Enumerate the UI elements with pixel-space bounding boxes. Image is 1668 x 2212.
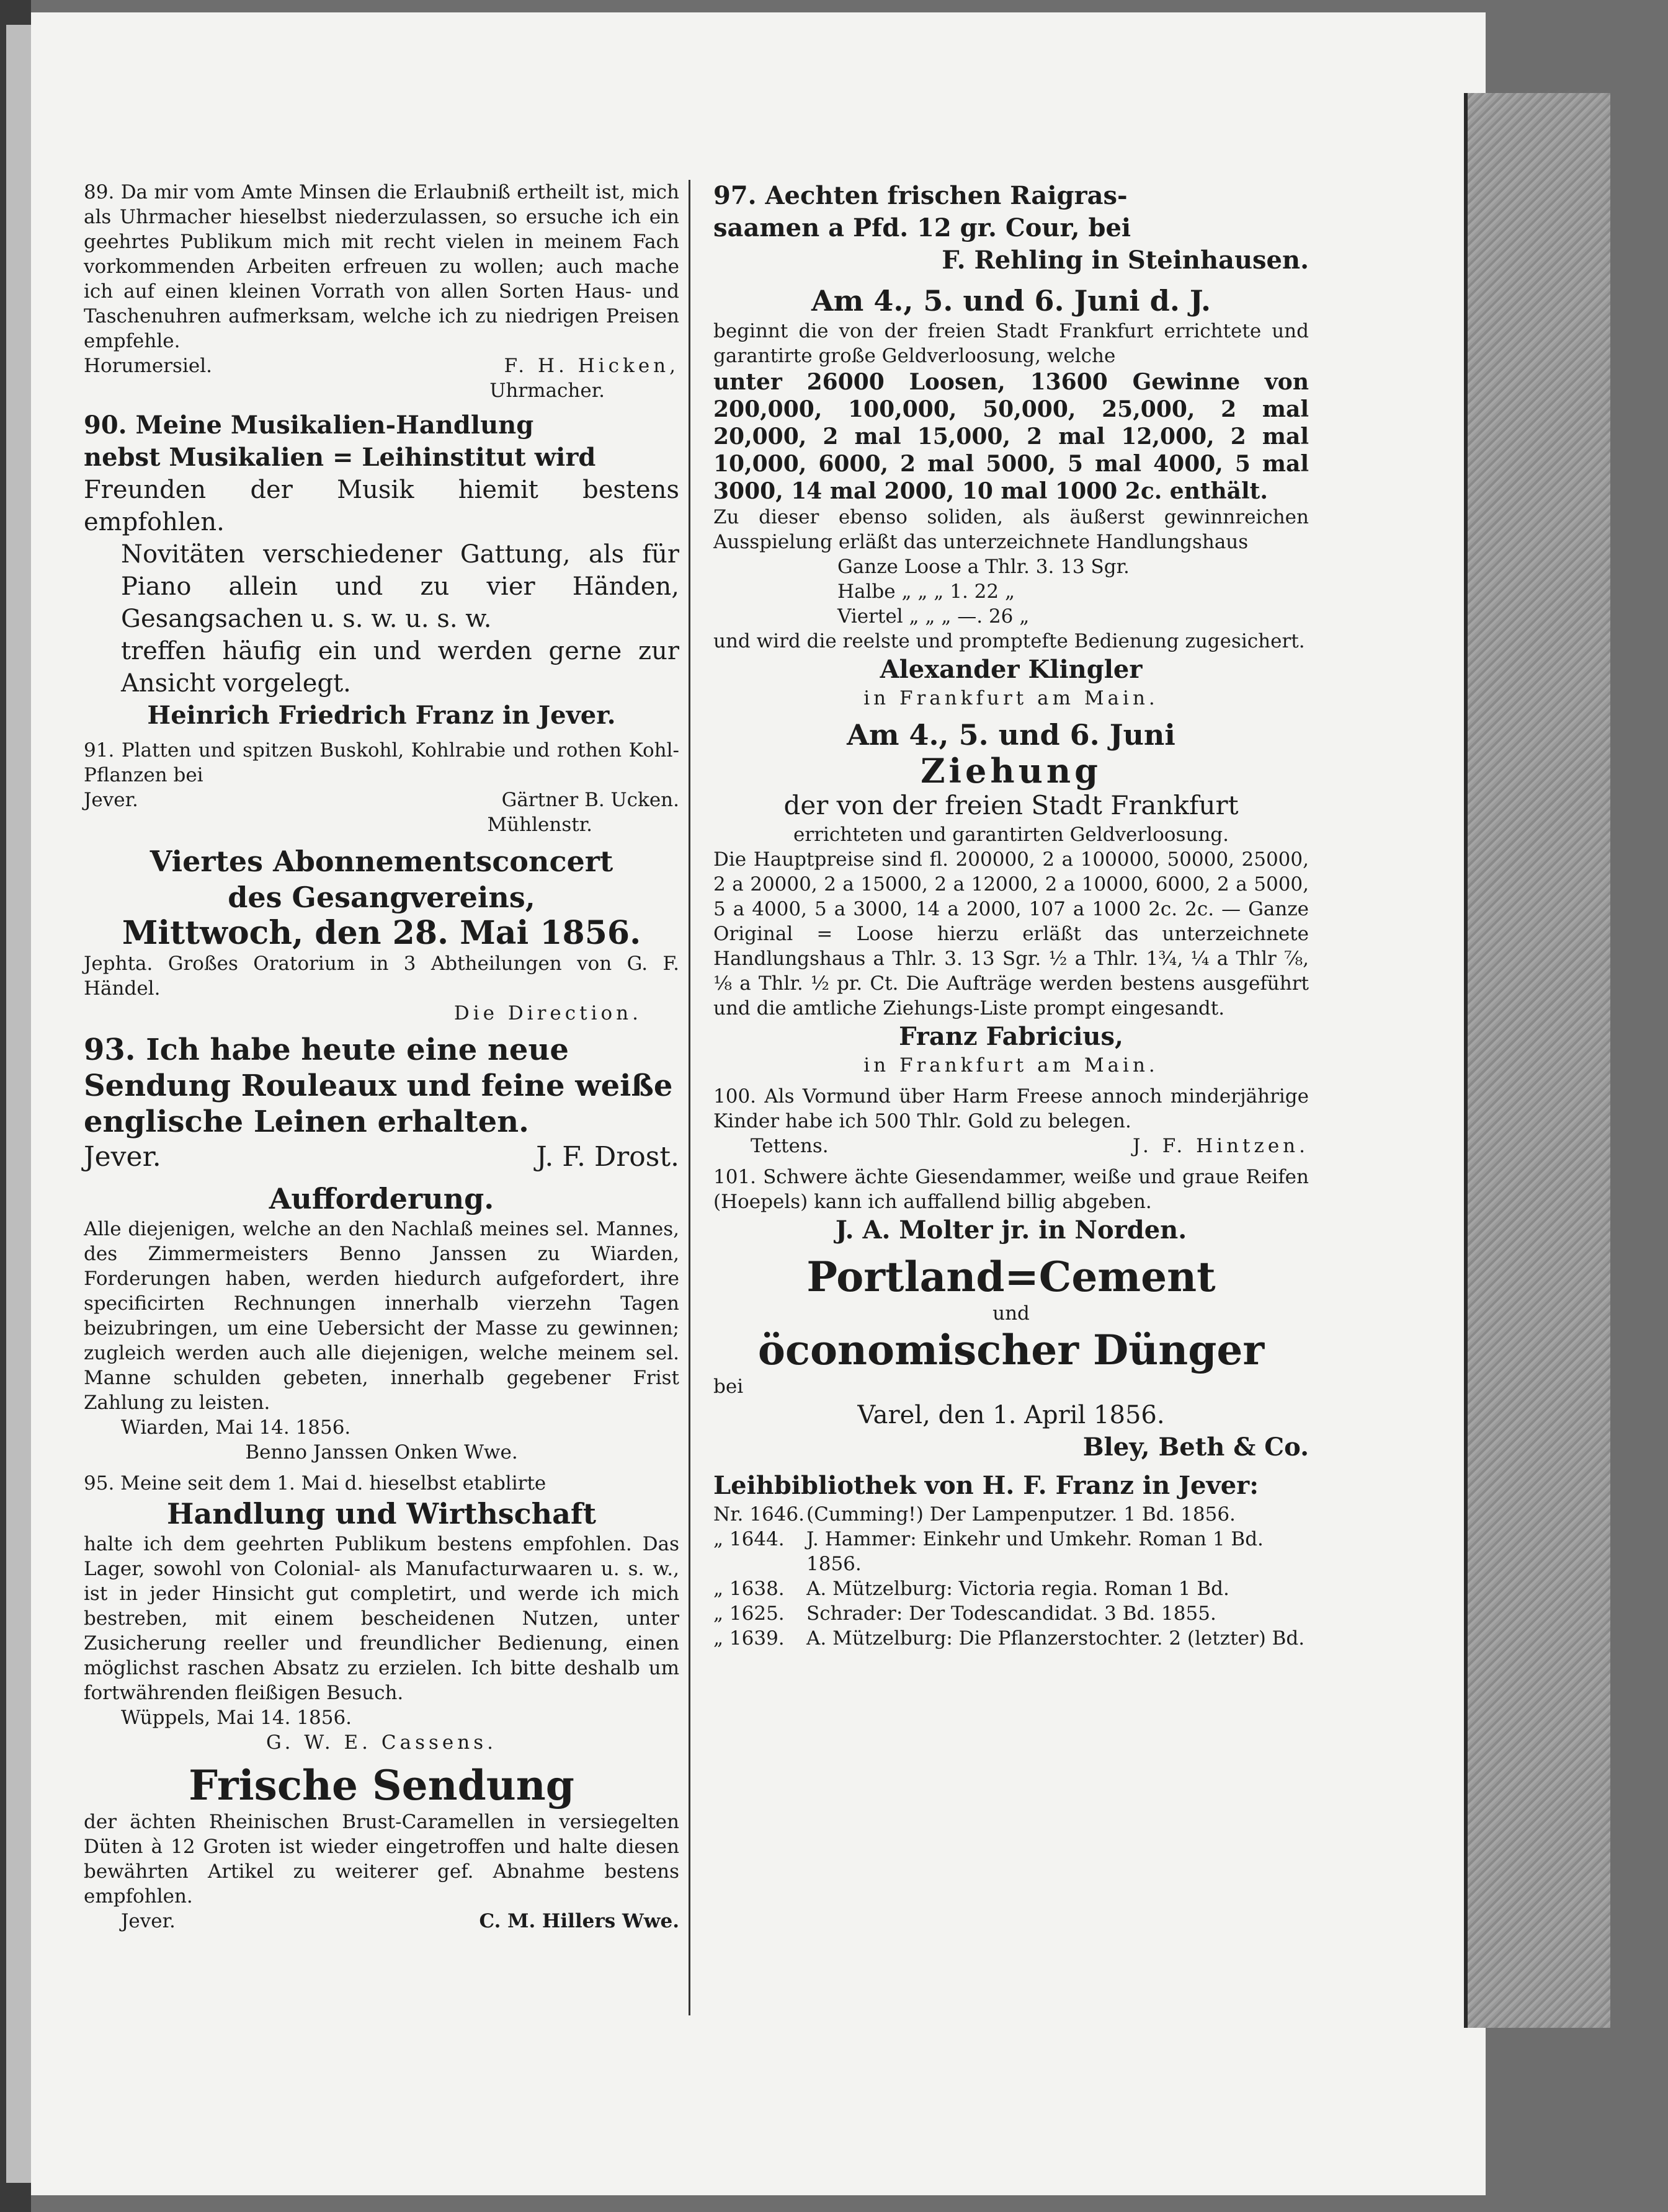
ad-95-intro: 95. Meine seit dem 1. Mai d. hieselbst etablirte: [84, 1472, 546, 1495]
ad-100-place: Tettens.: [751, 1135, 829, 1157]
ad-98-text1: beginnt die von der freien Stadt Frankfurt errichtete und garantirte große Geldverloosung, welche: [713, 320, 1309, 367]
library-number: „ 1639.: [713, 1627, 785, 1650]
library-title: Leihbibliothek von H. F. Franz in Jever:: [713, 1471, 1259, 1500]
ad-92-text: Jephta. Großes Oratorium in 3 Abtheilungen von G. F. Händel.: [84, 953, 679, 1000]
ad-99-text: Die Hauptpreise sind fl. 200000, 2 a 100000, 50000, 25000, 2 a 20000, 2 a 15000, 2 a 12000, 2 a 10000, 6000, 2 a 5000, 5 a 4000, 5 a 3000, 14 a 2000, 107 a 1000 2c. 2c. — Ganze Original = Loose hierzu erläßt das unterzeichnete Handlungshaus a Thlr. 3. 13 Sgr. ½ a Thlr. 1¾, ¼ a Thlr ⅞, ⅛ a Thlr. ½ pr. Ct. Die Aufträge werden bestens ausgeführt und die amtliche Ziehungs-Liste prompt eingesandt.: [713, 848, 1309, 1019]
ad-93-name: J. F. Drost.: [536, 1141, 679, 1173]
left-page-edge: [0, 0, 31, 2212]
ad-99-title4: errichteten und garantirten Geldverloosung.: [793, 824, 1229, 846]
library-number: „ 1625.: [713, 1602, 785, 1625]
ad-90-line3: Freunden der Musik hiemit bestens empfohlen.: [84, 476, 679, 536]
ad-98-text4: und wird die reelste und promptefte Bedienung zugesichert.: [713, 630, 1305, 652]
ad-91-sign-row: [84, 788, 679, 812]
ad-95-sign: G. W. E. Cassens.: [266, 1731, 497, 1754]
ad-96-sign-row: [84, 1909, 679, 1934]
ad-99-sign2: in Frankfurt am Main.: [863, 1054, 1159, 1077]
ad-98: [713, 283, 1309, 711]
ad-95-text: halte ich dem geehrten Publikum bestens empfohlen. Das Lager, sowohl von Colonial- als Manufacturwaaren u. s. w., ist in jeder Hinsicht gut completirt, und werde ich mich bestreben, mit einem bescheidenen Nutzen, unter Zusicherung reeller und freundlicher Bedienung, einen möglichst raschen Absatz zu erzielen. Ich bitte deshalb um fortwährenden fleißigen Besuch.: [84, 1533, 679, 1704]
ad-100: [713, 1084, 1309, 1158]
ad-91-text: 91. Platten und spitzen Buskohl, Kohlrabie und rothen Kohl-Pflanzen bei: [84, 739, 679, 786]
ad-100-sign-row: [713, 1134, 1309, 1158]
ad-97: [713, 180, 1309, 277]
ad-95: [84, 1471, 679, 1755]
ad-93-sign-row: [84, 1140, 679, 1175]
ad-100-text: 100. Als Vormund über Harm Freese annoch minderjährige Kinder habe ich 500 Thlr. Gold zu belegen.: [713, 1085, 1309, 1132]
ad-97-line2: saamen a Pfd. 12 gr. Cour, bei: [713, 213, 1131, 242]
ad-90-line2: nebst Musikalien = Leihinstitut wird: [84, 443, 596, 472]
ad-98-price2: Halbe „ „ „ 1. 22 „: [837, 580, 1015, 603]
ad-94-sign: Benno Janssen Onken Wwe.: [245, 1441, 518, 1464]
ad-99-title3: der von der freien Stadt Frankfurt: [783, 790, 1239, 820]
ad-94-text: Alle diejenigen, welche an den Nachlaß meines sel. Mannes, des Zimmermeisters Benno Janssen zu Wiarden, Forderungen haben, werden hiedurch aufgefordert, ihre specificirten Rechnungen innerhalb vierzehn Tagen beizubringen, um eine Uebersicht der Masse zu gewinnen; zugleich werden auch alle diejenigen, welche meinem sel. Manne schulden gebeten, innerhalb gegebener Frist Zahlung zu leisten.: [84, 1218, 679, 1414]
ad-94: [84, 1181, 679, 1465]
ad-101-text: 101. Schwere ächte Giesendammer, weiße und graue Reifen (Hoepels) kann ich auffallend billig abgeben.: [713, 1166, 1309, 1213]
library-entry: A. Mützelburg: Victoria regia. Roman 1 Bd.: [806, 1578, 1229, 1600]
ad-97-line3: F. Rehling in Steinhausen.: [942, 246, 1309, 275]
ad-92-title2: des Gesangvereins,: [228, 881, 535, 914]
ad-102-bei: bei: [713, 1375, 744, 1398]
ad-90-sign: Heinrich Friedrich Franz in Jever.: [147, 701, 616, 730]
ad-89-name: F. H. Hicken,: [504, 355, 679, 377]
ad-102: [713, 1253, 1309, 1464]
ad-90-text: Novitäten verschiedener Gattung, als für Piano allein und zu vier Händen, Gesangsachen u. s. w. u. s. w.: [121, 540, 679, 633]
book-binding: [1464, 93, 1610, 2028]
ad-96-title: Frische Sendung: [189, 1761, 574, 1810]
ad-90-text2: treffen häufig ein und werden gerne zur Ansicht vorgelegt.: [121, 637, 679, 698]
ad-89-place: Horumersiel.: [84, 355, 212, 377]
lending-library: [713, 1470, 1309, 1651]
ad-94-date: Wiarden, Mai 14. 1856.: [121, 1416, 351, 1439]
ad-93-place: Jever.: [84, 1141, 161, 1173]
ad-96: [84, 1761, 679, 1934]
ad-90: [84, 409, 679, 732]
ad-102-title2: öconomischer Dünger: [757, 1326, 1265, 1374]
library-entry: Schrader: Der Todescandidat. 3 Bd. 1855.: [806, 1602, 1216, 1625]
ad-91: [84, 738, 679, 837]
left-page-strip: [6, 25, 31, 2183]
ad-102-date: Varel, den 1. April 1856.: [857, 1401, 1165, 1429]
ad-89-sign-row: [84, 353, 679, 378]
list-item: [713, 1502, 1309, 1527]
ad-96-place: Jever.: [121, 1910, 176, 1932]
ad-98-sign2: in Frankfurt am Main.: [863, 687, 1159, 709]
ad-98-text3: Zu dieser ebenso soliden, als äußerst gewinnreichen Ausspielung erläßt das unterzeichnete Handlungshaus: [713, 506, 1309, 553]
library-number: Nr. 1646.: [713, 1503, 805, 1526]
ad-99-title: Am 4., 5. und 6. Juni: [847, 718, 1175, 752]
ad-102-sign: Bley, Beth & Co.: [1082, 1432, 1309, 1462]
ad-100-name: J. F. Hintzen.: [1133, 1135, 1309, 1157]
library-number: „ 1644.: [713, 1528, 785, 1550]
ad-98-text2: unter 26000 Loosen, 13600 Gewinne von 200,000, 100,000, 50,000, 25,000, 2 mal 20,000, 2 mal 15,000, 2 mal 12,000, 2 mal 10,000, 6000, 2 mal 5000, 5 mal 4000, 5 mal 3000, 14 mal 2000, 10 mal 1000 2c. enthält.: [713, 369, 1309, 504]
ad-95-date: Wüppels, Mai 14. 1856.: [121, 1707, 352, 1729]
ad-89-role: Uhrmacher.: [489, 380, 605, 402]
ad-91-place: Jever.: [84, 789, 138, 811]
ad-96-name: C. M. Hillers Wwe.: [479, 1910, 679, 1932]
ad-91-name: Gärtner B. Ucken.: [501, 789, 679, 811]
ad-99-sign: Franz Fabricius,: [899, 1022, 1123, 1051]
ad-102-title: Portland=Cement: [806, 1253, 1216, 1301]
right-column: [713, 180, 1309, 1657]
ad-99-title2: Ziehung: [921, 751, 1102, 791]
ad-90-intro: 90. Meine Musikalien-Handlung: [84, 411, 534, 440]
ad-92-date: Mittwoch, den 28. Mai 1856.: [122, 914, 641, 952]
list-item: [713, 1527, 1309, 1576]
ad-95-title: Handlung und Wirthschaft: [167, 1497, 596, 1530]
list-item: [713, 1626, 1309, 1651]
ad-92-sign: Die Direction.: [453, 1002, 642, 1024]
column-rule: [689, 180, 690, 2015]
ad-91-street: Mühlenstr.: [487, 814, 592, 836]
library-entry: A. Mützelburg: Die Pflanzerstochter. 2 (letzter) Bd.: [806, 1627, 1305, 1650]
ad-98-price1: Ganze Loose a Thlr. 3. 13 Sgr.: [837, 556, 1130, 578]
library-number: „ 1638.: [713, 1578, 785, 1600]
ad-102-und: und: [992, 1302, 1030, 1325]
ad-97-line1: 97. Aechten frischen Raigras-: [713, 181, 1128, 210]
ad-101-sign: J. A. Molter jr. in Norden.: [835, 1215, 1187, 1245]
list-item: [713, 1601, 1309, 1626]
ad-101: [713, 1165, 1309, 1246]
ad-92: [84, 843, 679, 1026]
ad-98-price3: Viertel „ „ „ —. 26 „: [837, 605, 1030, 628]
library-entry: (Cumming!) Der Lampenputzer. 1 Bd. 1856.: [806, 1503, 1236, 1526]
list-item: [713, 1576, 1309, 1601]
ad-89: [84, 180, 679, 403]
library-entry: J. Hammer: Einkehr und Umkehr. Roman 1 Bd. 1856.: [806, 1528, 1264, 1575]
ad-93: [84, 1032, 679, 1175]
ad-93-text: 93. Ich habe heute eine neue Sendung Rouleaux und feine weiße englische Leinen erhalten.: [84, 1033, 673, 1139]
left-column: [84, 180, 679, 1940]
ad-94-title: Aufforderung.: [269, 1182, 494, 1215]
ad-96-text: der ächten Rheinischen Brust-Caramellen in versiegelten Düten à 12 Groten ist wieder eingetroffen und halte diesen bewährten Artikel zu weiterer gef. Abnahme bestens empfohlen.: [84, 1811, 679, 1908]
ad-92-title: Viertes Abonnementsconcert: [149, 845, 613, 878]
ad-89-text: 89. Da mir vom Amte Minsen die Erlaubniß ertheilt ist, mich als Uhrmacher hieselbst niederzulassen, so ersuche ich ein geehrtes Publikum mich mit recht vielen in meinem Fach vorkommenden Arbeiten erfreuen zu wollen; auch mache ich auf einen kleinen Vorrath von allen Sorten Haus- und Taschenuhren aufmerksam, welche ich zu niedrigen Preisen empfehle.: [84, 181, 679, 352]
ad-99: [713, 717, 1309, 1078]
ad-98-title: Am 4., 5. und 6. Juni d. J.: [811, 284, 1211, 318]
ad-98-sign: Alexander Klingler: [880, 655, 1143, 684]
